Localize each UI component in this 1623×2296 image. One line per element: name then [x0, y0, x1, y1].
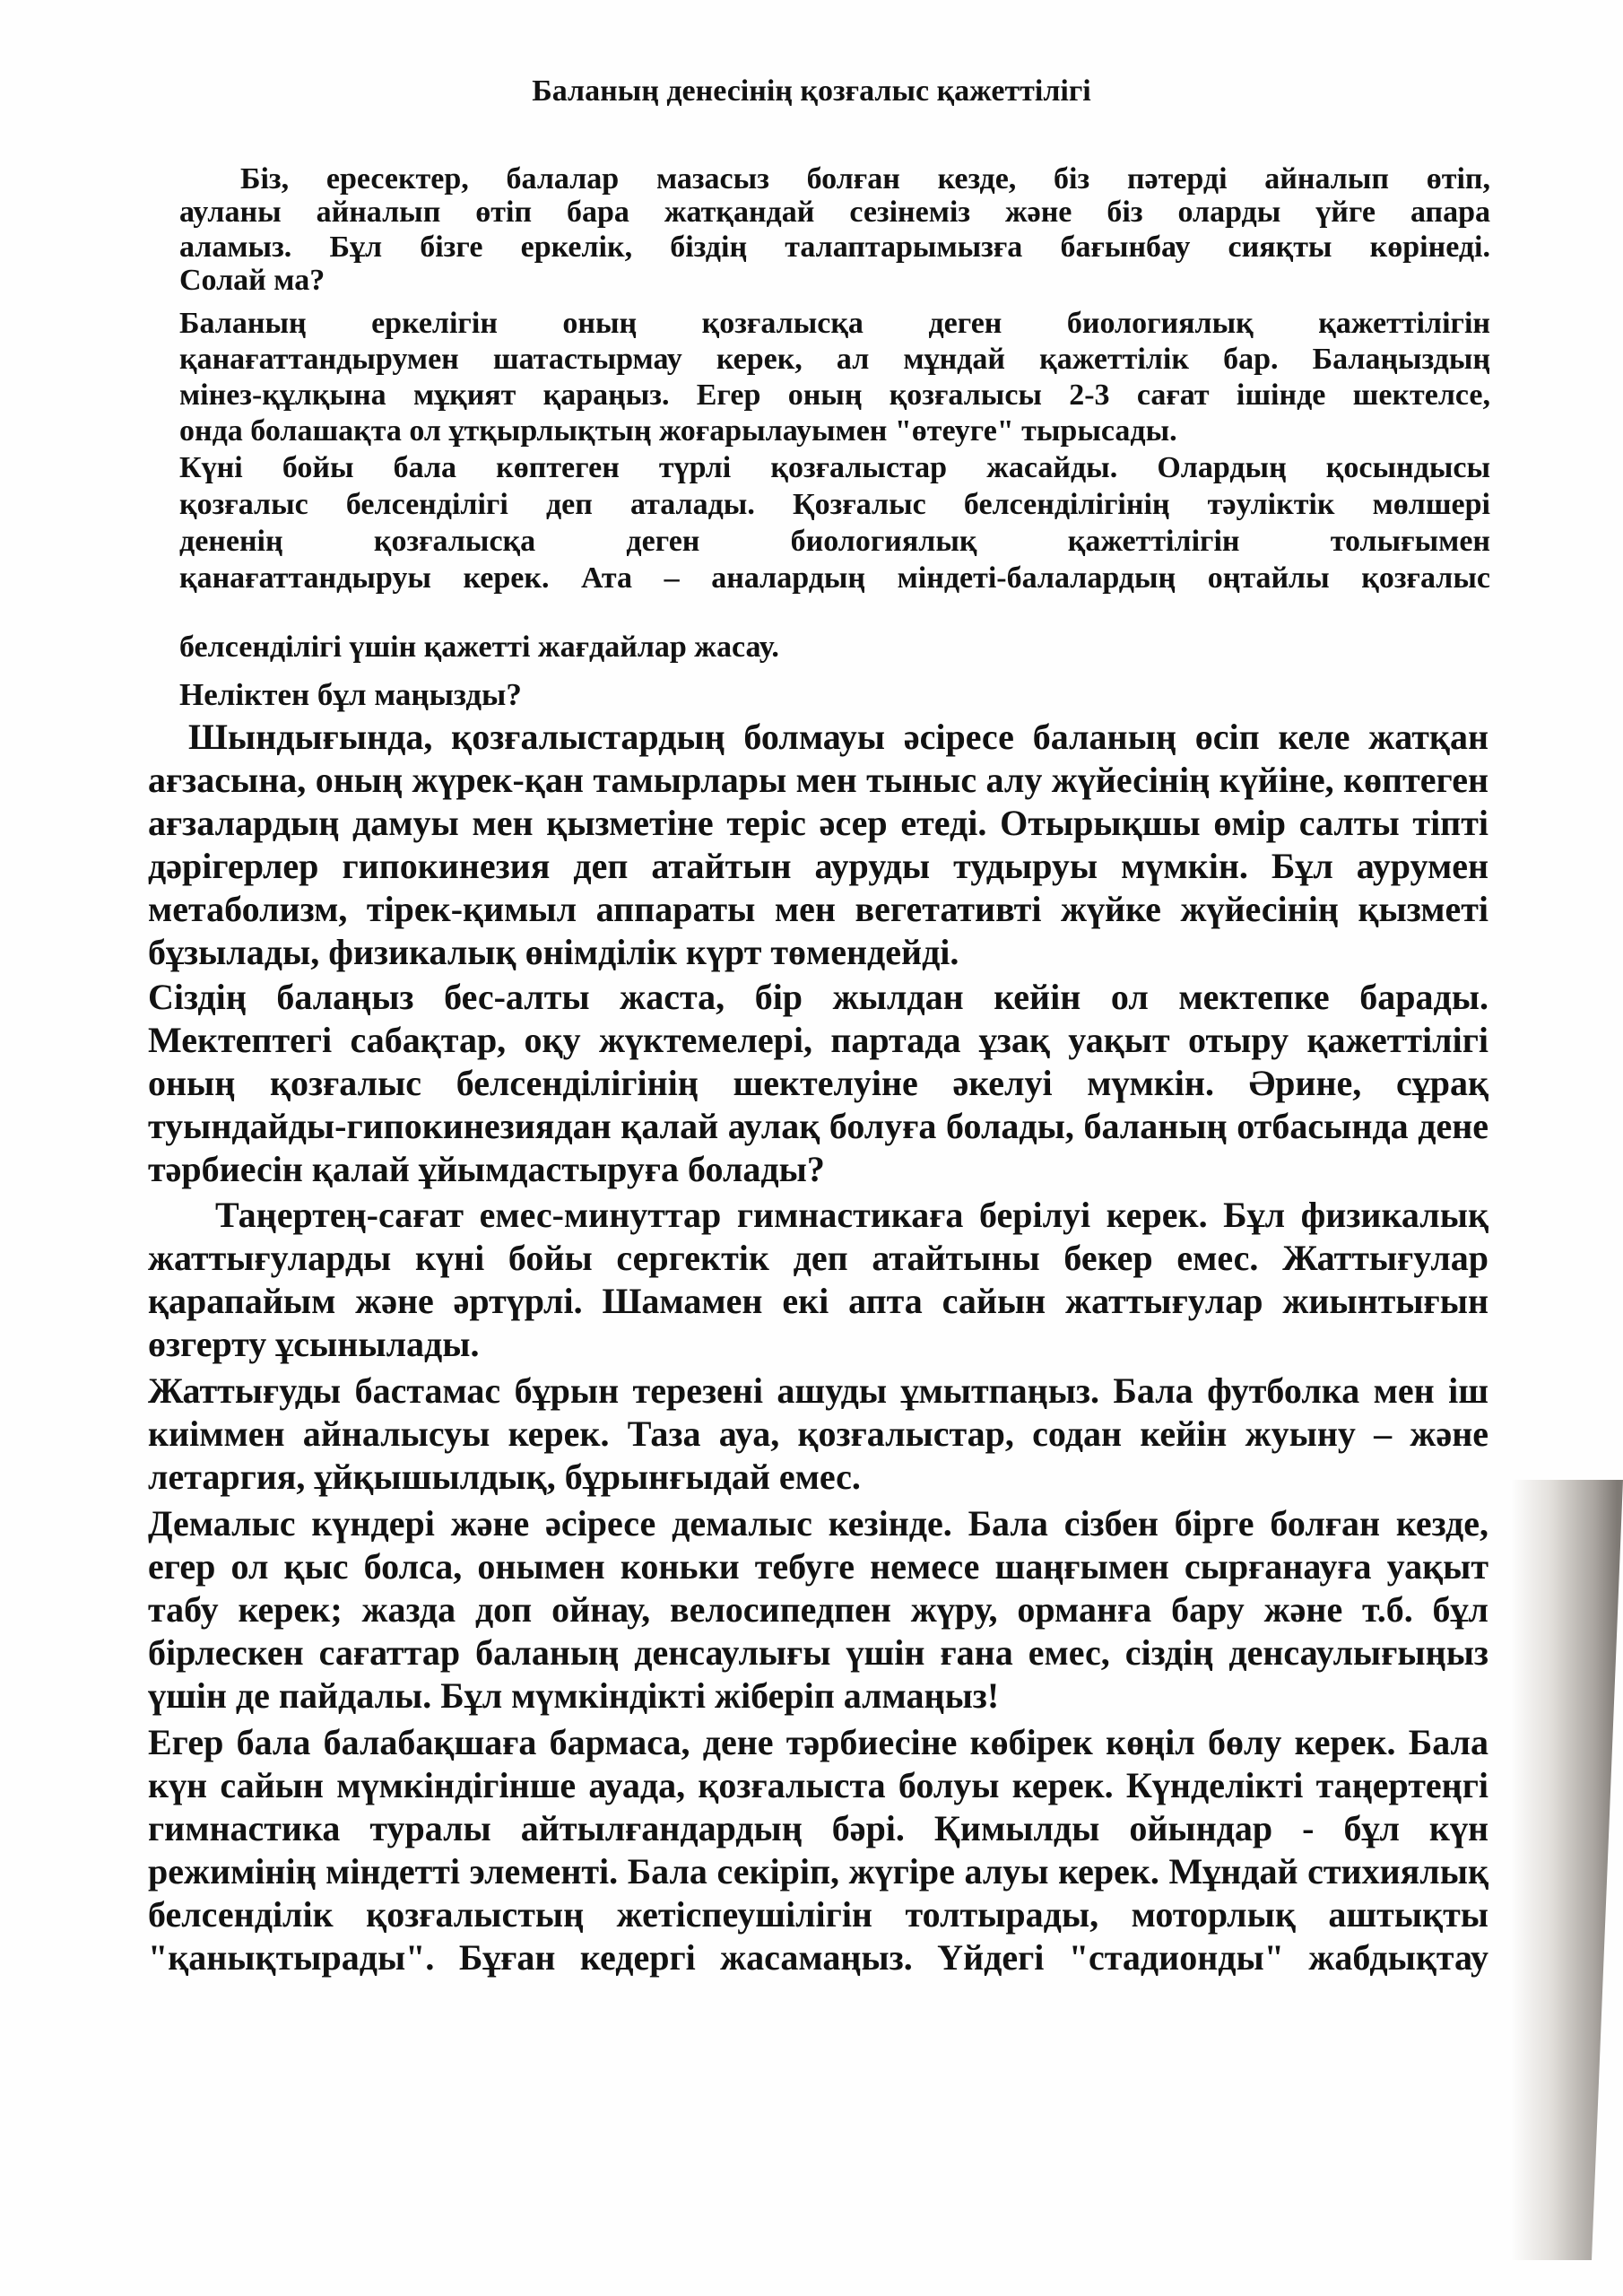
text-line: белсенділік қозғалыстың жетіспеушілігін толтырады, моторлық аштықты: [148, 1894, 1488, 1935]
text-line: белсенділігі үшін қажетті жағдайлар жасау.: [179, 631, 779, 664]
text-line: дәрігерлер гипокинезия деп атайтын ауруды тудыруы мүмкін. Бұл аурумен: [148, 846, 1488, 886]
text-line: табу керек; жазда доп ойнау, велосипедпен жүру, орманға бару және т.б. бұл: [148, 1589, 1488, 1630]
text-line: "қанықтырады". Бұған кедергі жасамаңыз. Үйдегі "стадионды" жабдықтау: [148, 1937, 1488, 1978]
text-line: жаттығуларды күні бойы сергектік деп атайтыны бекер емес. Жаттығулар: [148, 1238, 1488, 1278]
text-line: қарапайым және әртүрлі. Шамамен екі апта сайын жаттығулар жиынтығын: [148, 1281, 1488, 1321]
text-line: дененің қозғалысқа деген биологиялық қажеттілігін толығымен: [179, 525, 1490, 558]
text-line: летаргия, ұйқышылдық, бұрынғыдай емес.: [148, 1457, 861, 1497]
text-line: бұзылады, физикалық өнімділік күрт төмендейді.: [148, 932, 959, 972]
text-line: Егер бала балабақшаға бармаса, дене тәрбиесіне көбірек көңіл бөлу керек. Бала: [148, 1722, 1488, 1762]
text-line: Шындығында, қозғалыстардың болмауы әсіресе баланың өсіп келе жатқан: [188, 717, 1488, 757]
text-line: метаболизм, тірек-қимыл аппараты мен вегетативті жүйке жүйесінің қызметі: [148, 889, 1488, 929]
text-line: Күні бойы бала көптеген түрлі қозғалыстар жасайды. Олардың қосындысы: [179, 451, 1490, 484]
text-line: қозғалыс белсенділігі деп аталады. Қозғалыс белсенділігінің тәуліктік мөлшері: [179, 488, 1490, 521]
text-line: бірлескен сағаттар баланың денсаулығы үшін ғана емес, сіздің денсаулығыңыз: [148, 1632, 1488, 1673]
text-line: режимінің міндетті элементі. Бала секіріп, жүгіре алуы керек. Мұндай стихиялық: [148, 1851, 1488, 1892]
text-line: Сіздің балаңыз бес-алты жаста, бір жылдан кейін ол мектепке барады.: [148, 977, 1488, 1017]
text-line: Жаттығуды бастамас бұрын терезені ашуды ұмытпаңыз. Бала футболка мен іш: [148, 1370, 1488, 1411]
scanner-shadow: [1511, 1480, 1623, 2260]
text-line: киіммен айналысуы керек. Таза ауа, қозғалыстар, содан кейін жуыну – және: [148, 1413, 1488, 1454]
subheading: Неліктен бұл маңызды?: [179, 677, 522, 712]
text-line: ағзалардың дамуы мен қызметіне теріс әсер етеді. Отырықшы өмір салты тіпті: [148, 803, 1488, 843]
text-line: күн сайын мүмкіндігінше ауада, қозғалыста болуы керек. Күнделікті таңертеңгі: [148, 1765, 1488, 1805]
text-line: онда болашақта ол ұтқырлықтың жоғарылауымен "өтеуге" тырысады.: [179, 414, 1177, 448]
text-line: үшін де пайдалы. Бұл мүмкіндікті жіберіп алмаңыз!: [148, 1675, 1000, 1716]
text-line: қанағаттандыруы керек. Ата – аналардың міндеті-балалардың оңтайлы қозғалыс: [179, 561, 1490, 595]
text-line: Баланың еркелігін оның қозғалысқа деген биологиялық қажеттілігін: [179, 307, 1490, 340]
text-line: Солай ма?: [179, 264, 325, 297]
text-line: қанағаттандырумен шатастырмау керек, ал мұндай қажеттілік бар. Балаңыздың: [179, 343, 1490, 376]
text-line: Мектептегі сабақтар, оқу жүктемелері, партада ұзақ уақыт отыру қажеттілігі: [148, 1020, 1488, 1060]
text-line: Демалыс күндері және әсіресе демалыс кезінде. Бала сізбен бірге болған кезде,: [148, 1503, 1488, 1544]
text-line: ағзасына, оның жүрек-қан тамырлары мен тыныс алу жүйесінің күйіне, көптеген: [148, 760, 1488, 800]
text-line: тәрбиесін қалай ұйымдастыруға болады?: [148, 1149, 825, 1189]
text-line: өзгерту ұсынылады.: [148, 1324, 480, 1364]
text-line: мінез-құлқына мұқият қараңыз. Егер оның қозғалысы 2-3 сағат ішінде шектелсе,: [179, 378, 1490, 412]
text-line: аламыз. Бұл бізге еркелік, біздің талаптарымызға бағынбау сияқты көрінеді.: [179, 230, 1490, 264]
text-line: туындайды-гипокинезиядан қалай аулақ болуға болады, баланың отбасында дене: [148, 1106, 1488, 1146]
text-line: егер ол қыс болса, онымен коньки тебуге немесе шаңғымен сырғанауға уақыт: [148, 1546, 1488, 1587]
text-line: ауланы айналып өтіп бара жатқандай сезінеміз және біз оларды үйге апара: [179, 196, 1490, 229]
text-line: оның қозғалыс белсенділігінің шектелуіне әкелуі мүмкін. Әрине, сұрақ: [148, 1063, 1488, 1103]
text-line: гимнастика туралы айтылғандардың бәрі. Қимылды ойындар - бұл күн: [148, 1808, 1488, 1848]
text-line: Біз, ересектер, балалар мазасыз болған кезде, біз пәтерді айналып өтіп,: [240, 162, 1490, 196]
text-line: Таңертең-сағат емес-минуттар гимнастикаға берілуі керек. Бұл физикалық: [215, 1195, 1488, 1235]
document-title: Баланың денесінің қозғалыс қажеттілігі: [532, 74, 1091, 108]
